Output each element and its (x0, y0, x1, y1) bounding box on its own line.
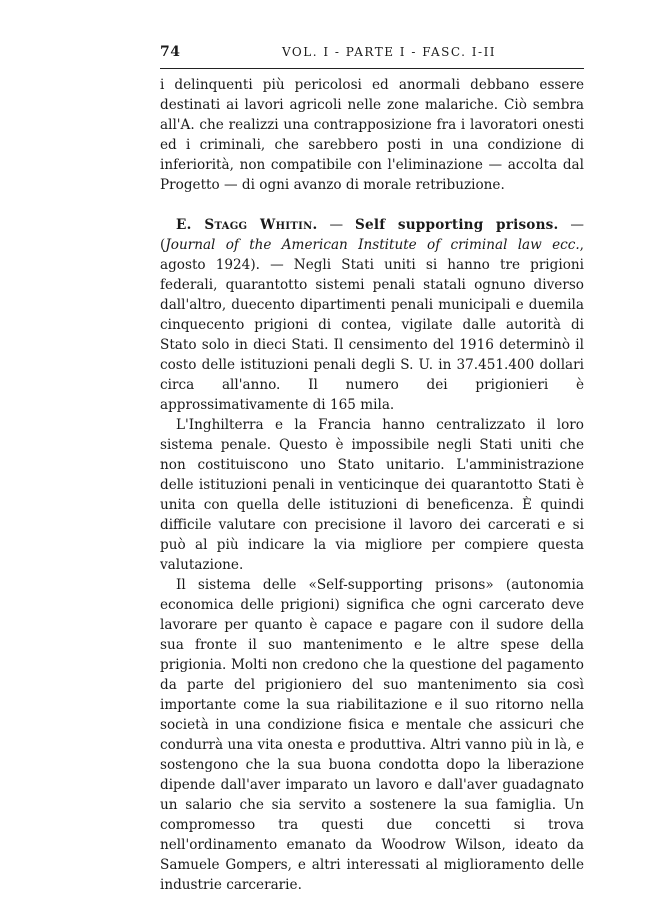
review-entry (160, 215, 584, 415)
review-body: , agosto 1924). — Negli Stati uniti si hanno tre prigioni federali, quarantotto sistemi penali statali ognuno diverso dall'altro, duecento dipartimenti penali municipali e duemila cinquecento prigioni di contea, vigilate dalle autorità di Stato solo in dieci Stati. Il censimento del 1916 determinò il costo delle istituzioni penali degli S. U. in 37.451.400 dollari circa all'anno. Il numero dei prigionieri è approssimativamente di 165 mila. (160, 237, 584, 413)
review-after-title: — ( (160, 217, 584, 253)
running-head: VOL. I - PARTE I - FASC. I-II (281, 45, 497, 59)
review-title-separator: — (317, 217, 356, 233)
page (160, 44, 584, 895)
paragraph-continuation: i delinquenti più pericolosi ed anormali debbano essere destinati ai lavori agricoli nelle zone malariche. Ciò sembra all'A. che realizzi una contrapposizione fra i lavoratori onesti ed i criminali, che sarebbero posti in una condizione di inferiorità, non compatibile con l'eliminazione — accolta dal Progetto — di ogni avanzo di morale retribuzione. (160, 77, 584, 193)
review-journal: Journal of the American Institute of criminal law ecc. (165, 237, 580, 253)
page-number: 74 (160, 44, 181, 60)
review-author: E. Stagg Whitin. (176, 217, 318, 233)
paragraph-3: Il sistema delle «Self-supporting prisons» (autonomia economica delle prigioni) significa che ogni carcerato deve lavorare per quanto è capace e pagare con il sudore della sua fronte il suo mantenimento e le altre spese della prigionia. Molti non credono che la questione del pagamento da parte del prigioniero del suo mantenimento sia così importante come la sua riabilitazione e il suo ritorno nella società in una condizione fisica e mentale che assicuri che condurrà una vita onesta e produttiva. Altri vanno più in là, e sostengono che la sua buona condotta dopo la liberazione dipende dall'aver imparato un lavoro e dall'aver guadagnato un salario che sia servito a sostenere la sua famiglia. Un compromesso tra questi due concetti si trova nell'ordinamento emanato da Woodrow Wilson, ideato da Samuele Gompers, e altri interessati al miglioramento delle industrie carcerarie. (160, 577, 584, 893)
section-gap (160, 195, 584, 215)
review-article-title: Self supporting prisons. (355, 217, 559, 233)
paragraph-2: L'Inghilterra e la Francia hanno centralizzato il loro sistema penale. Questo è impossibile negli Stati uniti che non costituiscono uno Stato unitario. L'amministrazione delle istituzioni penali in venticinque dei quarantotto Stati è unita con quella delle istituzioni di beneficenza. È quindi difficile valutare con precisione il lavoro dei carcerati e si può al più indicare la via migliore per compiere questa valutazione. (160, 417, 584, 573)
page-header (160, 44, 584, 66)
header-rule (160, 68, 584, 69)
